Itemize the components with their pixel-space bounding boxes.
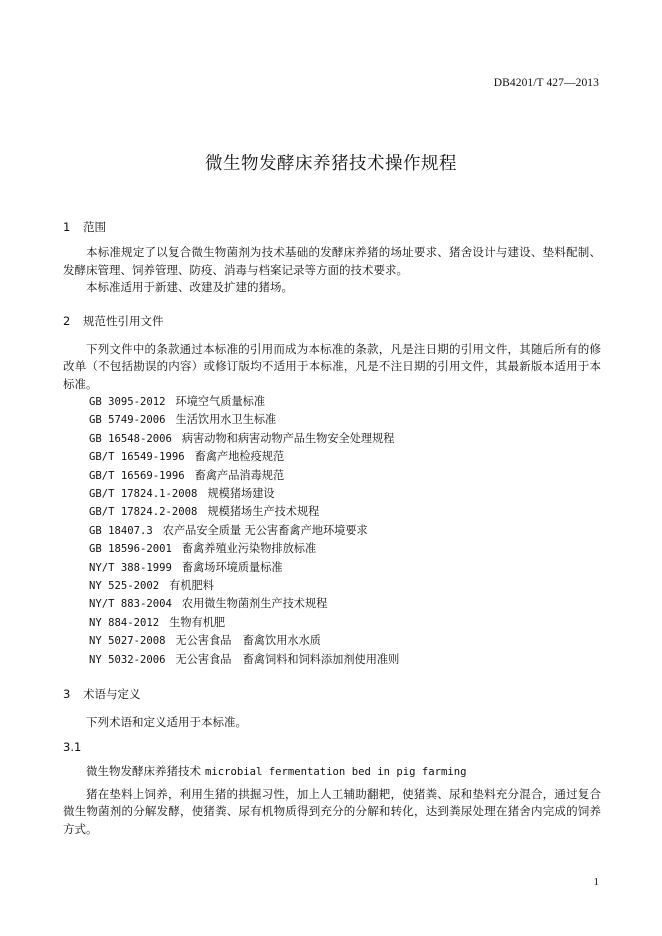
reference-title: 规模猪场建设 — [207, 487, 275, 501]
reference-code: GB/T 16569-1996 — [89, 469, 185, 482]
page-number: 1 — [593, 876, 599, 888]
reference-item — [63, 503, 601, 521]
section-title: 术语与定义 — [83, 687, 141, 702]
reference-item — [63, 614, 601, 632]
reference-title: 畜禽产品消毒规范 — [194, 468, 285, 482]
reference-item — [63, 448, 601, 466]
reference-item — [63, 485, 601, 503]
section-title: 规范性引用文件 — [83, 313, 164, 328]
section-title: 范围 — [83, 220, 106, 234]
reference-code: NY/T 388-1999 — [89, 561, 172, 574]
section-number: 2 — [63, 313, 71, 328]
reference-title: 农用微生物菌剂生产技术规程 — [181, 597, 328, 611]
reference-item — [63, 651, 601, 669]
reference-item — [63, 577, 601, 595]
reference-code: GB/T 17824.1-2008 — [89, 488, 198, 501]
reference-title: 畜禽养殖业污染物排放标准 — [181, 542, 317, 556]
term-english: microbial fermentation bed in pig farming — [205, 765, 467, 778]
reference-item — [63, 430, 601, 448]
scope-paragraph-1: 本标准规定了以复合微生物菌剂为技术基础的发酵床养猪的场址要求、猪舍设计与建设、垫料配制、发酵床管理、饲养管理、防疫、消毒与档案记录等方面的技术要求。 — [63, 245, 601, 277]
term-definition: 猪在垫料上饲养，利用生猪的拱掘习性，加上人工辅助翻耙，使猪粪、尿和垫料充分混合，通过复合微生物菌剂的分解发酵，使猪粪、尿有机物质得到充分的分解和转化，达到粪尿处理在猪舍内完成的饲养方式。 — [63, 786, 601, 836]
reference-code: NY 5032-2006 — [89, 653, 166, 666]
reference-code: GB 3095-2012 — [89, 396, 166, 408]
reference-item — [63, 467, 601, 485]
reference-title: 病害动物和病害动物产品生物安全处理规程 — [181, 431, 395, 445]
reference-code: GB 5749-2006 — [89, 414, 166, 427]
reference-item — [63, 393, 601, 411]
reference-title: 农产品安全质量 无公害畜禽产地环境要求 — [162, 523, 368, 537]
reference-code: GB 16548-2006 — [89, 432, 172, 445]
reference-code: GB 18407.3 — [89, 524, 153, 537]
reference-list — [63, 393, 601, 669]
reference-code: NY 884-2012 — [89, 616, 160, 629]
references-intro: 下列文件中的条款通过本标准的引用而成为本标准的条款，凡是注日期的引用文件，其随后所有的修改单（不包括勘误的内容）或修订版均不适用于本标准，凡是不注日期的引用文件，其最新版本适用于本标准。 — [63, 341, 601, 391]
reference-title: 生物有机肥 — [169, 615, 226, 629]
reference-title: 无公害食品 畜禽饮用水水质 — [175, 634, 321, 648]
terms-intro: 下列术语和定义适用于本标准。 — [86, 715, 247, 730]
reference-title: 有机肥料 — [169, 579, 214, 593]
reference-code: NY/T 883-2004 — [89, 598, 172, 611]
section-heading-terms — [63, 685, 601, 703]
reference-code: GB/T 16549-1996 — [89, 451, 185, 464]
reference-item — [63, 411, 601, 429]
scope-paragraph-2: 本标准适用于新建、改建及扩建的猪场。 — [86, 280, 293, 294]
reference-code: NY 525-2002 — [89, 580, 160, 593]
document-title: 微生物发酵床养猪技术操作规程 — [205, 154, 457, 174]
standard-number: DB4201/T 427—2013 — [493, 77, 599, 89]
reference-title: 环境空气质量标准 — [175, 395, 266, 408]
section-heading-scope — [63, 218, 601, 236]
reference-title: 规模猪场生产技术规程 — [207, 505, 320, 519]
reference-title: 畜禽产地检疫规范 — [194, 450, 285, 464]
term-entry — [63, 762, 601, 781]
reference-item — [63, 595, 601, 613]
section-number: 3 — [63, 687, 71, 702]
document-body — [63, 218, 601, 838]
reference-title: 生活饮用水卫生标准 — [175, 413, 277, 427]
reference-title: 畜禽场环境质量标准 — [181, 560, 283, 574]
reference-code: NY 5027-2008 — [89, 635, 166, 648]
reference-item — [63, 522, 601, 540]
reference-item — [63, 540, 601, 558]
term-chinese: 微生物发酵床养猪技术 — [86, 763, 201, 778]
reference-code: GB 18596-2001 — [89, 543, 172, 556]
reference-code: GB/T 17824.2-2008 — [89, 506, 198, 519]
reference-title: 无公害食品 畜禽饲料和饲料添加剂使用准则 — [175, 652, 400, 666]
term-number: 3.1 — [63, 739, 82, 754]
section-number: 1 — [63, 220, 71, 234]
reference-item — [63, 632, 601, 650]
section-heading-references — [63, 312, 601, 330]
reference-item — [63, 559, 601, 577]
